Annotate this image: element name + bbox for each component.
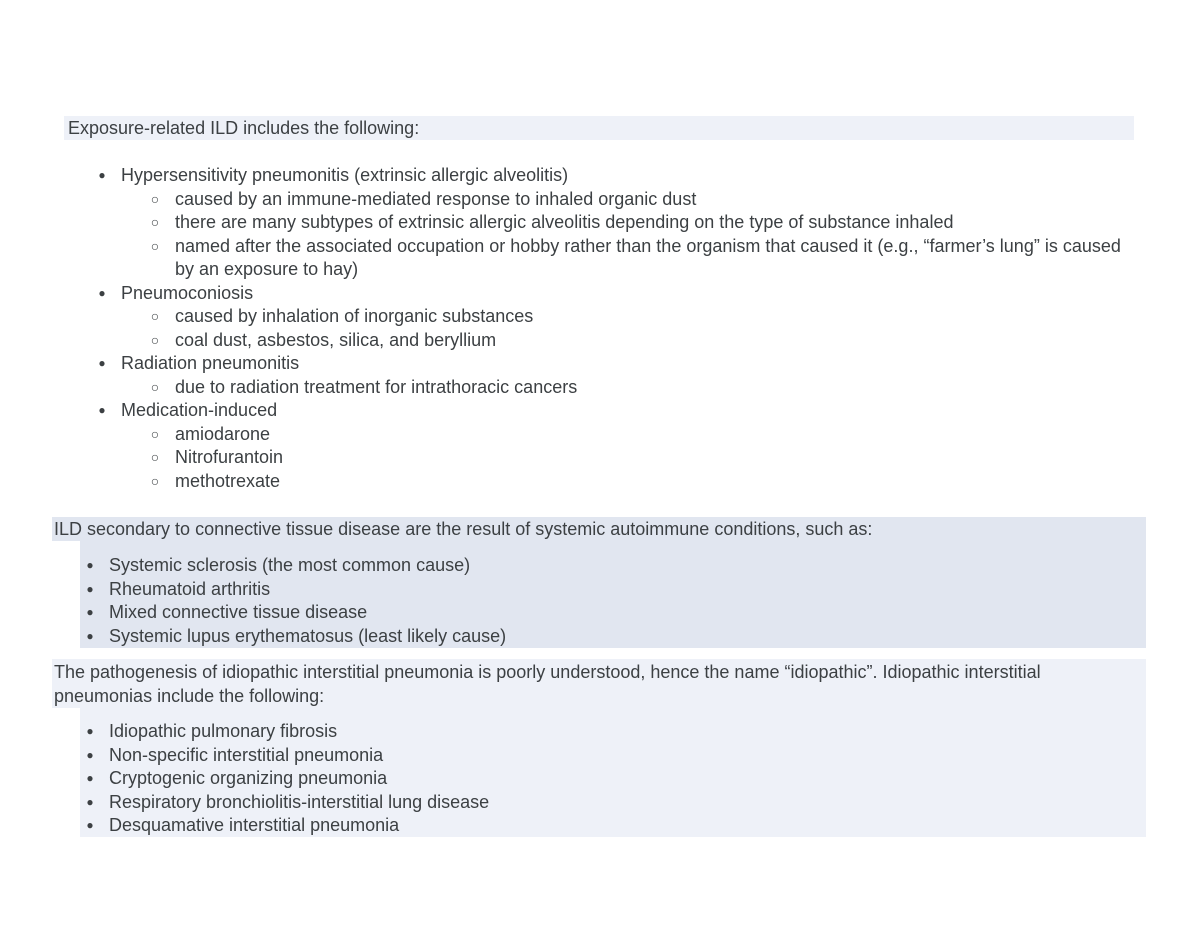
sub-list-item-label: due to radiation treatment for intrathoracic cancers (175, 376, 578, 397)
sub-bullet-icon: ○ (150, 237, 160, 254)
list-item (0, 720, 1200, 744)
list-item-label: Cryptogenic organizing pneumonia (109, 768, 388, 788)
sub-list-item-label: amiodarone (175, 423, 271, 444)
sub-bullet-icon: ○ (150, 449, 160, 465)
idiopathic-heading: The pathogenesis of idiopathic interstitial pneumonia is poorly understood, hence the name “idiopathic”. Idiopathic interstitial pneumonias include the following: (54, 662, 1041, 706)
sub-list-item (0, 235, 1200, 282)
list-item-label: Respiratory bronchiolitis-interstitial lung disease (109, 791, 490, 812)
ctd-list (0, 554, 1200, 648)
exposure-list (0, 164, 1200, 493)
list-item (0, 352, 1200, 376)
sub-bullet-icon: ○ (150, 472, 160, 489)
list-item (0, 164, 1200, 188)
bullet-icon: ● (86, 605, 94, 619)
idiopathic-list (0, 720, 1200, 838)
list-item (0, 399, 1200, 423)
sub-list-item-label: there are many subtypes of extrinsic allergic alveolitis depending on the type of substance inhaled (175, 212, 954, 232)
bullet-icon: ● (98, 285, 106, 300)
sub-list-item-label: caused by inhalation of inorganic substances (175, 306, 534, 326)
bullet-icon: ● (86, 558, 94, 572)
sub-list-item (0, 423, 1200, 447)
bullet-icon: ● (98, 403, 106, 417)
sub-list-item (0, 446, 1200, 470)
sub-bullet-icon: ○ (150, 425, 160, 442)
sub-list-item (0, 305, 1200, 329)
sub-list-item-label: named after the associated occupation or hobby rather than the organism that caused it (e.g., “farmer’s lung” is caused by an exposure to hay) (175, 235, 1121, 279)
sub-list-item (0, 470, 1200, 494)
sub-list-item (0, 211, 1200, 235)
bullet-icon: ● (86, 581, 94, 596)
list-item (0, 601, 1200, 625)
list-item-label: Rheumatoid arthritis (109, 578, 271, 599)
list-item (0, 554, 1200, 578)
sub-list-item-label: caused by an immune-mediated response to inhaled organic dust (175, 188, 697, 209)
sub-list-item (0, 376, 1200, 400)
sub-list-item (0, 188, 1200, 212)
list-item (0, 282, 1200, 306)
sub-list-item-label: methotrexate (175, 470, 281, 491)
list-item-label: Desquamative interstitial pneumonia (109, 815, 400, 835)
sub-bullet-icon: ○ (150, 214, 160, 230)
list-item-label: Non-specific interstitial pneumonia (109, 744, 384, 765)
bullet-icon: ● (86, 771, 94, 785)
list-item-label: Pneumoconiosis (121, 282, 254, 303)
sub-bullet-icon: ○ (150, 190, 160, 207)
sub-list-item-label: Nitrofurantoin (175, 447, 284, 467)
list-item (0, 767, 1200, 791)
list-item-label: Systemic sclerosis (the most common cause) (109, 555, 471, 575)
list-item-label: Hypersensitivity pneumonitis (extrinsic allergic alveolitis) (121, 165, 569, 185)
sub-bullet-icon: ○ (150, 331, 160, 348)
list-item-label: Mixed connective tissue disease (109, 602, 368, 622)
sub-bullet-icon: ○ (150, 378, 160, 395)
sub-list-item (0, 329, 1200, 353)
list-item-label: Idiopathic pulmonary fibrosis (109, 721, 338, 741)
list-item (0, 578, 1200, 602)
exposure-heading: Exposure-related ILD includes the following: (68, 118, 420, 138)
bullet-icon: ● (86, 724, 94, 738)
list-item (0, 625, 1200, 649)
sub-list-item-label: coal dust, asbestos, silica, and beryllium (175, 329, 497, 350)
list-item (0, 814, 1200, 838)
list-item-label: Radiation pneumonitis (121, 353, 300, 373)
bullet-icon: ● (86, 747, 94, 762)
list-item-label: Systemic lupus erythematosus (least likely cause) (109, 625, 507, 646)
bullet-icon: ● (86, 794, 94, 809)
bullet-icon: ● (98, 356, 106, 370)
list-item-label: Medication-induced (121, 400, 278, 420)
bullet-icon: ● (86, 818, 94, 832)
bullet-icon: ● (98, 168, 106, 182)
bullet-icon: ● (86, 628, 94, 643)
list-item (0, 744, 1200, 768)
ctd-heading: ILD secondary to connective tissue disease are the result of systemic autoimmune conditions, such as: (54, 519, 873, 539)
sub-bullet-icon: ○ (150, 308, 160, 324)
list-item (0, 791, 1200, 815)
